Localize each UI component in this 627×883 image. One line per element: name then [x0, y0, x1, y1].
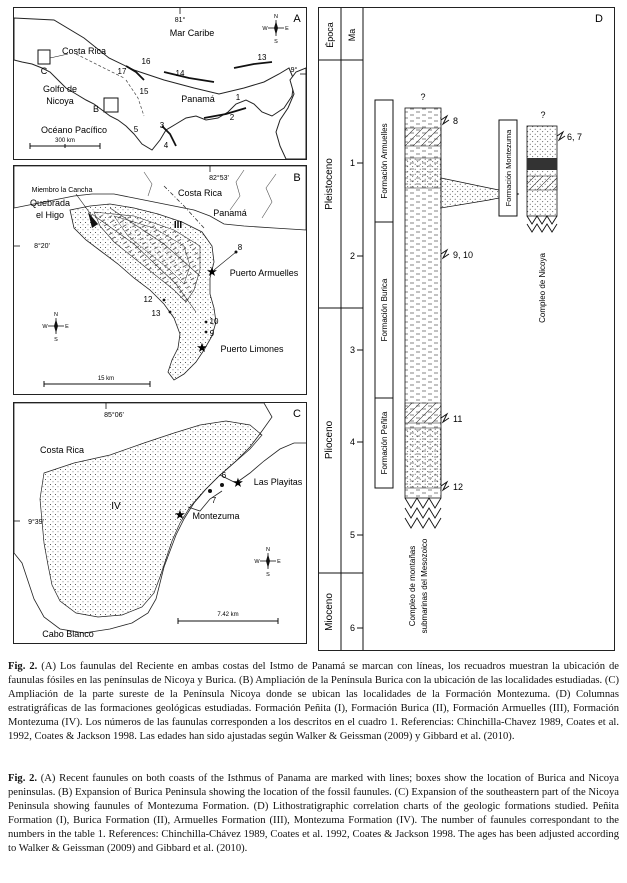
ocean-label: Océano Pacífico — [40, 125, 108, 135]
faunule-number: 9 — [209, 329, 215, 338]
basement-zigzag — [527, 224, 557, 232]
locality-dot — [163, 299, 166, 302]
star-icon: ★ — [174, 507, 186, 522]
star-icon: ★ — [206, 264, 218, 279]
faunule-marker — [441, 482, 463, 492]
scale-label: 300 km — [55, 138, 75, 144]
locality-label: Puerto Limones — [220, 344, 284, 354]
ma-tick — [350, 345, 363, 355]
faunule-marker — [441, 116, 458, 126]
faunule-number: 3 — [159, 121, 165, 130]
caption-spanish — [8, 660, 619, 745]
locality-dot — [205, 331, 208, 334]
locality-label: Puerto Armuelles — [229, 268, 299, 278]
caption-text: (A) Recent faunules on both coasts of the Isthmus of Panama are marked with lines; boxes show the location of Burica and Nicoya peninsulas. (B) Expansion of Burica Peninsula showing the location of the fossil faunules. (C) Expansion of the southeastern part of the Nicoya Peninsula showing faunules of Montezuma Formation. (D) Lithostratigraphic correlation charts of the geologic formations studied. Peñita Formation (I), Burica Formation (II), Armuelles Formation (III), Montezuma Formation (IV). The number of faunules correspondant to the numbers in the table 1. References: Chinchilla-Chávez 1989, Coates et al. 1992, Coates & Jackson 1998. The ages has been adjusted according to Walker & Geissman (2009) and Gibbard et al. (2010). — [8, 773, 619, 855]
strat-column — [527, 126, 557, 216]
svg-text:S: S — [54, 337, 58, 343]
country-label: Costa Rica — [177, 188, 223, 198]
scale-bar — [44, 376, 150, 387]
ma-tick — [350, 530, 363, 540]
epoch-label: Plioceno — [324, 420, 335, 460]
faunule-number: 16 — [141, 57, 151, 66]
star-icon: ★ — [196, 340, 208, 355]
locality-dot — [220, 483, 224, 487]
epoch-label: Pleistoceno — [324, 158, 335, 210]
country-label: Costa Rica — [61, 46, 107, 56]
question-mark: ? — [540, 110, 546, 120]
stratigraphy-panel-d — [318, 7, 615, 651]
locality-label: Las Playitas — [253, 477, 303, 487]
faunule-number: 17 — [117, 67, 127, 76]
panel-letter: D — [595, 13, 603, 25]
faunule-marker — [441, 414, 462, 424]
formation-label: Formación Burica — [380, 278, 389, 342]
basement-zigzag — [405, 518, 441, 528]
faunule-number: 5 — [133, 125, 139, 134]
strat-layer — [527, 158, 557, 170]
box-label: B — [92, 104, 100, 114]
faunule-number: 7 — [211, 496, 217, 505]
country-label: Panamá — [213, 208, 247, 218]
locality-label: Montezuma — [192, 511, 240, 521]
latitude-label: 9° — [290, 67, 298, 74]
formation-label: Formación Montezuma — [504, 129, 513, 207]
formation-label: Formación Armuelles — [380, 123, 389, 199]
svg-text:E: E — [285, 26, 289, 32]
figure-label: Fig. 2. — [8, 773, 38, 784]
figure-label: Fig. 2. — [8, 661, 38, 672]
faunule-number: 1 — [235, 93, 241, 102]
sea-label: Mar Caribe — [169, 28, 215, 38]
map-panel-c — [13, 402, 307, 644]
locality-label: Quebrada — [29, 198, 71, 208]
svg-text:N: N — [266, 547, 270, 553]
faunule-number: 13 — [257, 53, 267, 62]
svg-text:1: 1 — [349, 158, 355, 168]
svg-text:9, 10: 9, 10 — [453, 250, 474, 260]
faunule-line — [164, 72, 214, 82]
locality-label: Cabo Blanco — [42, 629, 94, 639]
faunule-number: 6 — [221, 471, 227, 480]
svg-text:W: W — [262, 26, 268, 32]
faunule-marker — [441, 250, 473, 260]
basement-label: submarinas del Mesozoico — [420, 538, 429, 634]
map-panel-b — [13, 165, 307, 395]
faunule-number: 14 — [175, 69, 185, 78]
svg-text:6: 6 — [349, 623, 355, 633]
faunule-number: 4 — [163, 141, 169, 150]
formation-label: IV — [111, 501, 121, 512]
box-label: C — [40, 66, 48, 76]
faunule-marker — [557, 132, 582, 142]
svg-text:S: S — [274, 39, 278, 45]
panel-letter: A — [293, 13, 301, 25]
faunule-number: 13 — [151, 309, 161, 318]
country-label: Costa Rica — [39, 445, 85, 455]
svg-text:11: 11 — [453, 414, 463, 424]
locality-label: el Higo — [35, 210, 65, 220]
svg-text:W: W — [42, 324, 48, 330]
latitude-label: 8°20' — [34, 243, 50, 250]
formation-label: III — [173, 220, 183, 231]
svg-text:8: 8 — [453, 116, 459, 126]
faunule-number: 12 — [143, 295, 153, 304]
svg-text:N: N — [54, 312, 58, 318]
epoch-label: Mioceno — [324, 593, 335, 631]
basement-zigzag — [405, 508, 441, 518]
svg-text:S: S — [266, 572, 270, 578]
svg-text:12: 12 — [453, 482, 464, 492]
scale-label: 15 km — [97, 376, 115, 382]
nicoya-complex-label: Compleo de Nicoya — [538, 253, 547, 323]
longitude-label: 85°06' — [104, 412, 124, 419]
formation-label: Formación Peñita — [380, 411, 389, 475]
svg-text:E: E — [277, 559, 281, 565]
longitude-label: 82°53' — [209, 175, 229, 182]
strat-layer — [405, 158, 441, 188]
question-mark: ? — [420, 92, 426, 102]
svg-text:E: E — [65, 324, 69, 330]
compass-icon — [254, 547, 281, 578]
ma-tick — [350, 158, 363, 168]
ma-tick — [350, 623, 363, 633]
caption-text: (A) Los faunulas del Reciente en ambas costas del Istmo de Panamá se marcan con líneas, los recuadros muestran la ubicación de faunulas fósiles en las penínsulas de Nicoya y Burica. (B) Ampliación de la Península Burica con la ubicación de las localidades estudiadas. (C) Ampliación de la parte sureste de la Península Nicoya donde se ubican las localidades de la Formación Montezuma. (D) Columnas estratigráficas de las formaciones geológicas estudiadas. Formación Peñita (I), Formación Burica (II), Formación Armuelles (III), Formación Montezuma (IV). Los números de las faunulas corresponden a los descritos en el cuadro 1. Referencias: Chinchilla-Chavez 1989, Coates et al. 1992, Coates & Jackson 1998. Las edades han sido ajustadas según Walker & Geissman (2009) y Gibbard et al. (2010). — [8, 661, 619, 743]
compass-icon — [262, 14, 289, 45]
faunule-number: 10 — [209, 317, 219, 326]
faunule-number: 2 — [229, 113, 235, 122]
svg-text:4: 4 — [349, 437, 355, 447]
svg-text:W: W — [254, 559, 260, 565]
epoch-header: Época — [325, 22, 335, 48]
strat-layer — [405, 403, 441, 423]
locality-dot — [169, 311, 172, 314]
ma-tick — [350, 437, 363, 447]
ma-header: Ma — [347, 28, 357, 42]
map-panel-a — [13, 7, 307, 160]
country-label: Panamá — [181, 94, 215, 104]
svg-text:6, 7: 6, 7 — [567, 132, 583, 142]
strat-layer — [405, 428, 441, 488]
locality-dot — [205, 321, 208, 324]
gulf-label: Nicoya — [46, 96, 74, 106]
strat-layer — [527, 176, 557, 190]
basement-label: Compleo de montañas — [408, 545, 417, 627]
svg-text:5: 5 — [349, 530, 355, 540]
gulf-label: Golfo de — [42, 84, 78, 94]
panel-letter: C — [293, 408, 301, 420]
scale-bar — [30, 138, 100, 149]
strat-layer — [405, 128, 441, 146]
scale-bar — [178, 612, 278, 624]
svg-text:2: 2 — [349, 251, 355, 261]
latitude-label: 9°39' — [28, 519, 44, 526]
compass-icon — [42, 312, 69, 343]
basement-zigzag — [527, 216, 557, 224]
ma-tick — [350, 251, 363, 261]
panel-letter: B — [293, 172, 301, 184]
longitude-label: 81° — [174, 17, 186, 24]
faunule-number: 8 — [237, 243, 243, 252]
star-icon: ★ — [232, 475, 244, 490]
faunule-line — [234, 62, 272, 68]
locality-dot — [208, 489, 212, 493]
faunule-number: 15 — [139, 87, 149, 96]
svg-text:3: 3 — [349, 345, 355, 355]
member-label: Miembro la Cancha — [31, 187, 93, 194]
scale-label: 7.42 km — [217, 612, 239, 618]
svg-text:N: N — [274, 14, 278, 20]
caption-english — [8, 772, 619, 857]
basement-zigzag — [405, 498, 441, 508]
